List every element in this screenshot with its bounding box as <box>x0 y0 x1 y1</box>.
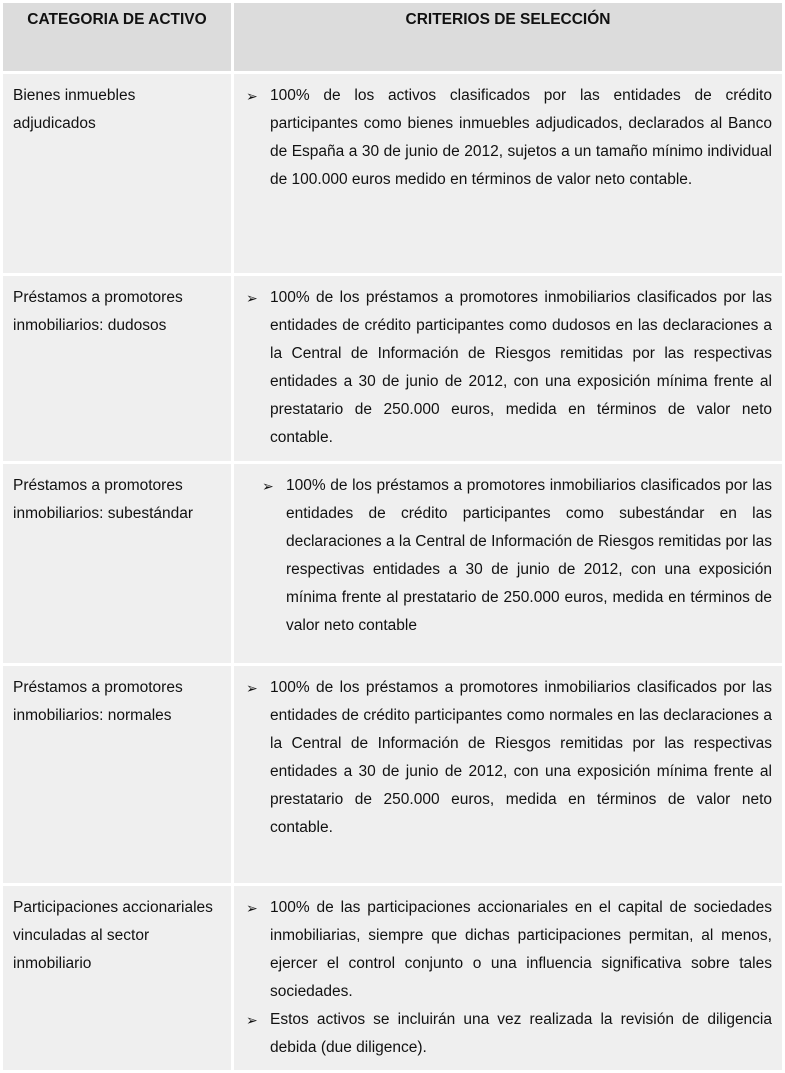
category-cell: Préstamos a promotores inmobiliarios: dudosos <box>2 275 233 463</box>
arrowhead-bullet-icon: ➢ <box>262 478 274 494</box>
header-row <box>2 2 784 73</box>
arrowhead-bullet-icon: ➢ <box>246 680 258 696</box>
table-row <box>2 73 784 275</box>
criteria-cell <box>233 73 784 275</box>
criteria-text: 100% de los activos clasificados por las entidades de crédito participantes como bienes inmuebles adjudicados, declarados al Banco de España a 30 de junio de 2012, sujetos a un tamaño mínimo individual de 100.000 euros medido en términos de valor neto contable. <box>270 87 772 188</box>
criteria-text: Estos activos se incluirán una vez realizada la revisión de diligencia debida (due diligence). <box>270 1011 772 1056</box>
criteria-cell <box>233 463 784 665</box>
criteria-cell <box>233 665 784 885</box>
header-criteria: CRITERIOS DE SELECCIÓN <box>233 2 784 73</box>
table-row <box>2 885 784 1072</box>
criteria-text: 100% de los préstamos a promotores inmobiliarios clasificados por las entidades de crédito participantes como normales en las declaraciones a la Central de Información de Riesgos remitidas por las respectivas entidades a 30 de junio de 2012, con una exposición mínima frente al prestatario de 250.000 euros, medida en términos de valor neto contable. <box>270 679 772 836</box>
category-cell: Préstamos a promotores inmobiliarios: normales <box>2 665 233 885</box>
criteria-text: 100% de las participaciones accionariales en el capital de sociedades inmobiliarias, siempre que dichas participaciones permitan, al menos, ejercer el control conjunto o una influencia significativa sobre tales sociedades. <box>270 899 772 1000</box>
header-category: CATEGORIA DE ACTIVO <box>2 2 233 73</box>
arrowhead-bullet-icon: ➢ <box>246 900 258 916</box>
criteria-cell <box>233 275 784 463</box>
arrowhead-bullet-icon: ➢ <box>246 290 258 306</box>
criteria-item <box>262 472 772 640</box>
table-row <box>2 275 784 463</box>
table-row <box>2 463 784 665</box>
table-row <box>2 665 784 885</box>
arrowhead-bullet-icon: ➢ <box>246 1012 258 1028</box>
criteria-item <box>246 894 772 1006</box>
criteria-item <box>246 284 772 452</box>
category-cell: Préstamos a promotores inmobiliarios: subestándar <box>2 463 233 665</box>
category-cell: Bienes inmuebles adjudicados <box>2 73 233 275</box>
criteria-item <box>246 674 772 842</box>
criteria-item <box>246 1006 772 1062</box>
arrowhead-bullet-icon: ➢ <box>246 88 258 104</box>
category-cell: Participaciones accionariales vinculadas al sector inmobiliario <box>2 885 233 1072</box>
criteria-cell <box>233 885 784 1072</box>
criteria-text: 100% de los préstamos a promotores inmobiliarios clasificados por las entidades de crédito participantes como dudosos en las declaraciones a la Central de Información de Riesgos remitidas por las respectivas entidades a 30 de junio de 2012, con una exposición mínima frente al prestatario de 250.000 euros, medida en términos de valor neto contable. <box>270 289 772 446</box>
criteria-item <box>246 82 772 194</box>
criteria-text: 100% de los préstamos a promotores inmobiliarios clasificados por las entidades de crédito participantes como subestándar en las declaraciones a la Central de Información de Riesgos remitidas por las respectivas entidades a 30 de junio de 2012, con una exposición mínima frente al prestatario de 250.000 euros, medida en términos de valor neto contable <box>286 477 772 634</box>
